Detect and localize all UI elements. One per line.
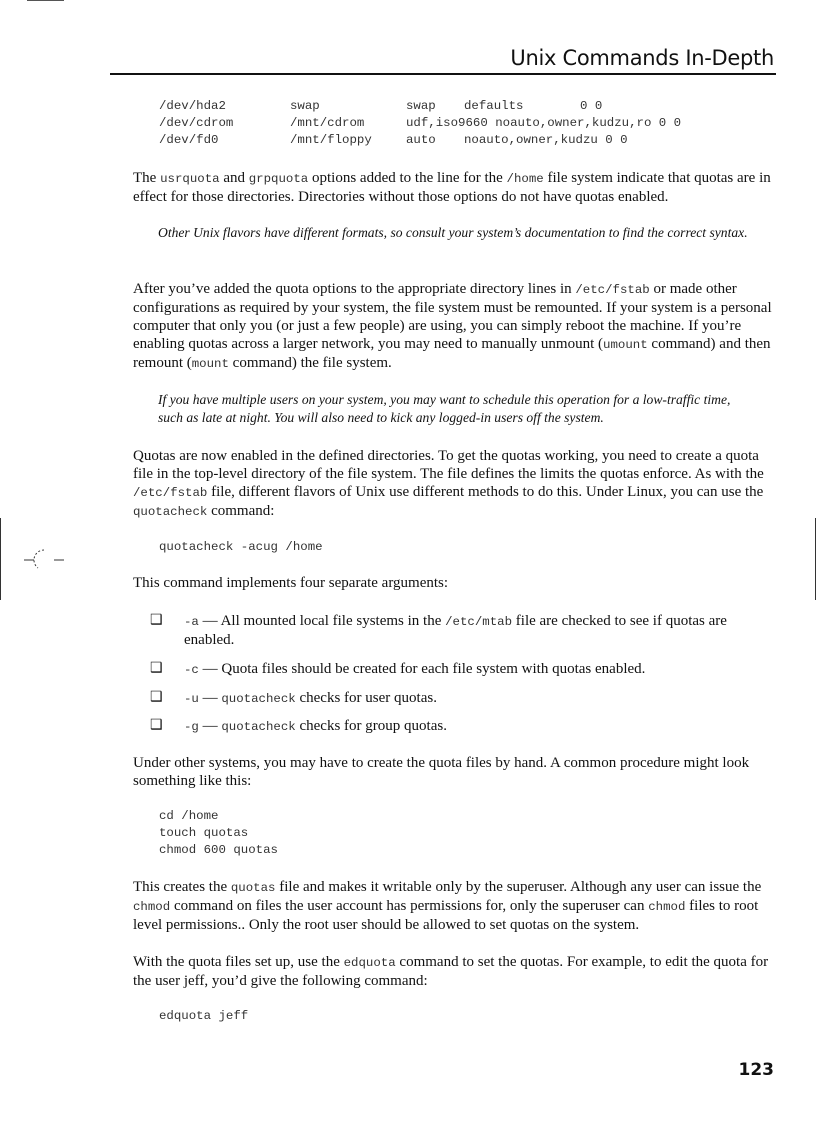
code-text: udf,iso9660 noauto,owner,kudzu,ro 0 0 [406,116,682,130]
page-number: 123 [738,1060,774,1080]
note: If you have multiple users on your system, you may want to schedule this operation for a low-traffic time, such as late at night. You will also need to kick any logged-in users off the system. [158,392,731,425]
code-text: /dev/fd0 [159,133,219,147]
inline-code: mount [191,357,229,371]
code-text: /mnt/floppy [290,133,372,147]
code-text: 0 0 [580,99,603,113]
checkbox-bullet-icon: ❑ [150,660,163,676]
code-text: /dev/cdrom [159,116,234,130]
code-text: defaults [464,99,524,113]
inline-code: -c [184,663,199,677]
list-item: -u — quotacheck checks for user quotas. [184,690,437,706]
paragraph: Quotas are now enabled in the defined directories. To get the quotas working, you need to create a quota file in the top-level directory of the file system. The file defines the limits the quotas enforce. As with the /etc/fstab file, different flavors of Unix use different methods to do this. Under Linux, you can use the quotacheck command: [133,448,764,519]
inline-code: quotacheck [221,720,296,734]
code-line: touch quotas [159,826,249,840]
inline-code: grpquota [248,172,309,186]
inline-code: quotacheck [221,692,296,706]
code-line: quotacheck -acug /home [159,540,323,554]
inline-code: /etc/fstab [575,283,650,297]
code-text: noauto,owner,kudzu 0 0 [464,133,628,147]
checkbox-bullet-icon: ❑ [150,717,163,733]
inline-code: usrquota [160,172,220,186]
paragraph: The usrquota and grpquota options added to the line for the /home file system indicate that quotas are in effect for those directories. Directories without those options do not have quotas enabled. [133,170,771,205]
code-text: swap [406,99,436,113]
inline-code: /etc/fstab [133,486,208,500]
code-line: edquota jeff [159,1009,249,1023]
code-text: /dev/hda2 [159,99,226,113]
inline-code: quotacheck [133,505,208,519]
code-text: swap [290,99,320,113]
inline-code: -a [184,615,199,629]
inline-code: -u [184,692,199,706]
note: Other Unix flavors have different formats, so consult your system’s documentation to find the correct syntax. [158,225,748,240]
code-text: auto [406,133,436,147]
code-text: /mnt/cdrom [290,116,365,130]
inline-code: /home [506,172,544,186]
inline-code: /etc/mtab [445,615,513,629]
crop-mark-left-top [0,518,1,600]
registration-mark [22,547,66,573]
inline-code: quotas [230,881,276,895]
header-rule [110,73,776,75]
inline-code: -g [184,720,199,734]
paragraph: This command implements four separate arguments: [133,575,449,591]
list-item: -a — All mounted local file systems in the /etc/mtab file are checked to see if quotas are enabled. [184,613,727,648]
running-header: Unix Commands In-Depth [510,46,774,70]
inline-code: chmod [133,900,171,914]
list-item: -c — Quota files should be created for each file system with quotas enabled. [184,661,646,677]
code-line: chmod 600 quotas [159,843,278,857]
code-line: cd /home [159,809,219,823]
checkbox-bullet-icon: ❑ [150,689,163,705]
paragraph: With the quota files set up, use the edquota command to set the quotas. For example, to edit the quota for the user jeff, you’d give the following command: [133,954,769,989]
list-item: -g — quotacheck checks for group quotas. [184,718,447,734]
inline-code: chmod [648,900,686,914]
inline-code: edquota [343,956,396,970]
paragraph: This creates the quotas file and makes it writable only by the superuser. Although any user can issue the chmod command on files the user account has permissions for, only the superuser can chmod files to root level permissions.. Only the root user should be allowed to set quotas on the system. [133,879,762,933]
checkbox-bullet-icon: ❑ [150,612,163,628]
crop-mark-top [27,0,64,1]
inline-code: umount [603,338,648,352]
paragraph: Under other systems, you may have to create the quota files by hand. A common procedure might look something like this: [133,755,750,789]
paragraph: After you’ve added the quota options to the appropriate directory lines in /etc/fstab or made other configurations as required by your system, the file system must be remounted. If your system is a personal computer that only you (or just a few people) are using, you can simply reboot the machine. If you’re enabling quotas across a larger network, you may need to manually unmount (umount command) and then remount (mount command) the file system. [133,281,772,371]
